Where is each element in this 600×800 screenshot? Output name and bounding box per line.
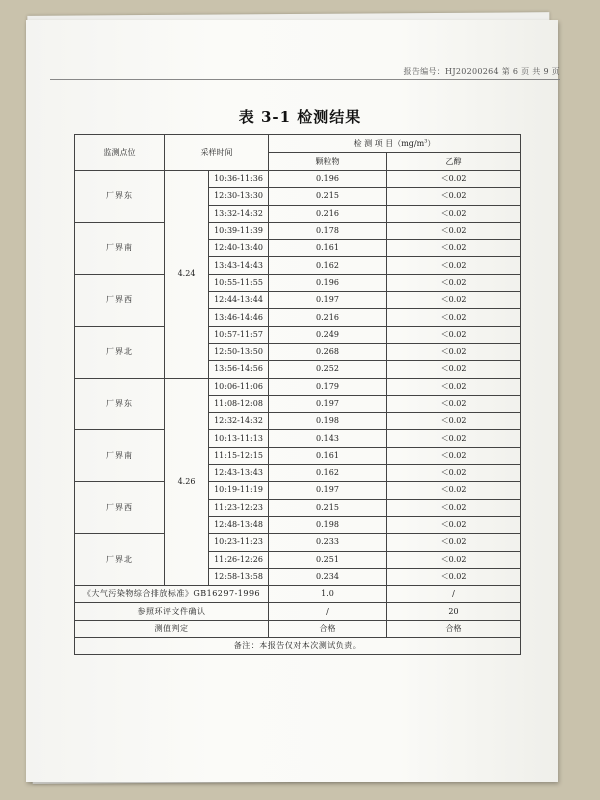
- time-cell: 10:55-11:55: [209, 274, 269, 291]
- time-cell: 11:15-12:15: [209, 447, 269, 464]
- time-cell: 12:44-13:44: [209, 292, 269, 309]
- time-cell: 11:26-12:26: [209, 551, 269, 568]
- pm-cell: 0.179: [269, 378, 387, 395]
- ethanol-cell: ＜0.02: [387, 240, 521, 257]
- footer-ethanol: /: [387, 586, 521, 603]
- pm-cell: 0.161: [269, 240, 387, 257]
- time-cell: 12:50-13:50: [209, 343, 269, 360]
- time-cell: 11:08-12:08: [209, 395, 269, 412]
- ethanol-cell: ＜0.02: [387, 395, 521, 412]
- table-row: [75, 430, 521, 447]
- pm-cell: 0.233: [269, 534, 387, 551]
- time-cell: 10:06-11:06: [209, 378, 269, 395]
- pm-cell: 0.198: [269, 413, 387, 430]
- site-cell: 厂界西: [75, 274, 165, 326]
- ethanol-cell: ＜0.02: [387, 257, 521, 274]
- table-row: [75, 482, 521, 499]
- header-ethanol: 乙醇: [387, 153, 521, 171]
- header-site: 监测点位: [75, 135, 165, 171]
- footer-ethanol: 20: [387, 603, 521, 620]
- table-row: [75, 171, 521, 188]
- footer-row: [75, 620, 521, 637]
- ethanol-cell: ＜0.02: [387, 499, 521, 516]
- pm-cell: 0.216: [269, 309, 387, 326]
- date-cell: 4.26: [165, 378, 209, 586]
- ethanol-cell: ＜0.02: [387, 361, 521, 378]
- time-cell: 12:58-13:58: [209, 568, 269, 585]
- header-items: 检 测 项 目$(mg/m^3)$: [269, 135, 521, 153]
- ethanol-cell: ＜0.02: [387, 292, 521, 309]
- pm-cell: 0.197: [269, 292, 387, 309]
- ethanol-cell: ＜0.02: [387, 568, 521, 585]
- ethanol-cell: ＜0.02: [387, 309, 521, 326]
- pm-cell: 0.216: [269, 205, 387, 222]
- table-row: [75, 378, 521, 395]
- ethanol-cell: ＜0.02: [387, 551, 521, 568]
- time-cell: 10:39-11:39: [209, 222, 269, 239]
- time-cell: 10:13-11:13: [209, 430, 269, 447]
- ethanol-cell: ＜0.02: [387, 413, 521, 430]
- time-cell: 12:30-13:30: [209, 188, 269, 205]
- pm-cell: 0.252: [269, 361, 387, 378]
- pm-cell: 0.215: [269, 499, 387, 516]
- footer-pm: 合格: [269, 620, 387, 637]
- footer-row: [75, 586, 521, 603]
- time-cell: 12:40-13:40: [209, 240, 269, 257]
- pm-cell: 0.234: [269, 568, 387, 585]
- time-cell: 10:36-11:36: [209, 171, 269, 188]
- site-cell: 厂界北: [75, 534, 165, 586]
- ethanol-cell: ＜0.02: [387, 343, 521, 360]
- pm-cell: 0.196: [269, 274, 387, 291]
- time-cell: 13:46-14:46: [209, 309, 269, 326]
- ethanol-cell: ＜0.02: [387, 482, 521, 499]
- footer-label: 《大气污染物综合排放标准》GB16297-1996: [75, 586, 269, 603]
- time-cell: 13:43-14:43: [209, 257, 269, 274]
- ethanol-cell: ＜0.02: [387, 171, 521, 188]
- ethanol-cell: ＜0.02: [387, 326, 521, 343]
- site-cell: 厂界北: [75, 326, 165, 378]
- ethanol-cell: ＜0.02: [387, 188, 521, 205]
- pm-cell: 0.251: [269, 551, 387, 568]
- table-row: [75, 222, 521, 239]
- pm-cell: 0.161: [269, 447, 387, 464]
- pm-cell: 0.268: [269, 343, 387, 360]
- ethanol-cell: ＜0.02: [387, 222, 521, 239]
- note-cell: 备注：本报告仅对本次测试负责。: [75, 638, 521, 655]
- footer-label: 参照环评文件确认: [75, 603, 269, 620]
- table-title: 表 3-1 检测结果: [238, 108, 362, 126]
- pm-cell: 0.249: [269, 326, 387, 343]
- site-cell: 厂界东: [75, 171, 165, 223]
- site-cell: 厂界东: [75, 378, 165, 430]
- pm-cell: 0.197: [269, 482, 387, 499]
- footer-row: [75, 603, 521, 620]
- pm-cell: 0.197: [269, 395, 387, 412]
- table-row: [75, 274, 521, 291]
- ethanol-cell: ＜0.02: [387, 274, 521, 291]
- table-row: [75, 326, 521, 343]
- ethanol-cell: ＜0.02: [387, 516, 521, 533]
- header-rule: [50, 79, 560, 80]
- pm-cell: 0.178: [269, 222, 387, 239]
- time-cell: 12:32-14:32: [209, 413, 269, 430]
- pm-cell: 0.162: [269, 257, 387, 274]
- ethanol-cell: ＜0.02: [387, 465, 521, 482]
- time-cell: 12:48-13:48: [209, 516, 269, 533]
- footer-pm: 1.0: [269, 586, 387, 603]
- pm-cell: 0.162: [269, 465, 387, 482]
- site-cell: 厂界南: [75, 222, 165, 274]
- footer-ethanol: 合格: [387, 620, 521, 637]
- note-row: [75, 638, 521, 655]
- time-cell: 10:23-11:23: [209, 534, 269, 551]
- pm-cell: 0.143: [269, 430, 387, 447]
- time-cell: 10:57-11:57: [209, 326, 269, 343]
- ethanol-cell: ＜0.02: [387, 534, 521, 551]
- results-table: [74, 134, 521, 655]
- header-row: [75, 135, 521, 153]
- time-cell: 13:56-14:56: [209, 361, 269, 378]
- ethanol-cell: ＜0.02: [387, 205, 521, 222]
- report-number: 报告编号：HJ20200264 第 6 页 共 9 页: [403, 67, 560, 76]
- time-cell: 10:19-11:19: [209, 482, 269, 499]
- ethanol-cell: ＜0.02: [387, 378, 521, 395]
- pm-cell: 0.196: [269, 171, 387, 188]
- date-cell: 4.24: [165, 171, 209, 379]
- site-cell: 厂界西: [75, 482, 165, 534]
- time-cell: 12:43-13:43: [209, 465, 269, 482]
- footer-pm: /: [269, 603, 387, 620]
- site-cell: 厂界南: [75, 430, 165, 482]
- table-row: [75, 534, 521, 551]
- time-cell: 13:32-14:32: [209, 205, 269, 222]
- header-pm: 颗粒物: [269, 153, 387, 171]
- time-cell: 11:23-12:23: [209, 499, 269, 516]
- pm-cell: 0.215: [269, 188, 387, 205]
- ethanol-cell: ＜0.02: [387, 430, 521, 447]
- pm-cell: 0.198: [269, 516, 387, 533]
- header-time: 采样时间: [165, 135, 269, 171]
- footer-label: 测值判定: [75, 620, 269, 637]
- ethanol-cell: ＜0.02: [387, 447, 521, 464]
